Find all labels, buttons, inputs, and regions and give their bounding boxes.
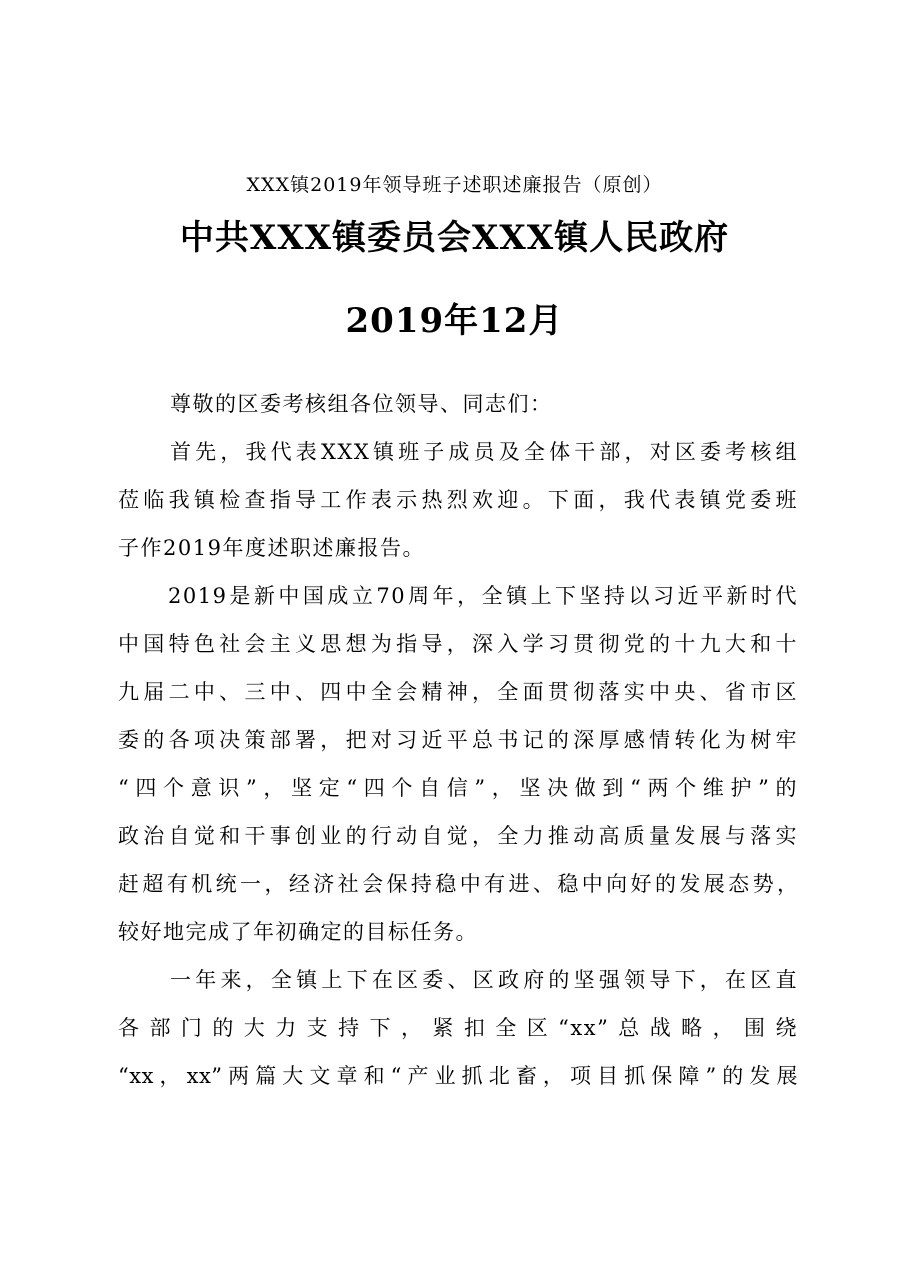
paragraph-overview (118, 572, 798, 956)
paragraph-line: 一年来，全镇上下在区委、区政府的坚强领导下，在区直 (170, 968, 798, 992)
paragraph-line: 首先，我代表XXX镇班子成员及全体干部，对区委考核组 (170, 440, 798, 464)
paragraph-line: 2019是新中国成立70周年，全镇上下坚持以习近平新时代 (168, 584, 798, 608)
paragraph-line: 较好地完成了年初确定的目标任务。 (118, 920, 478, 944)
report-body (118, 380, 798, 1100)
paragraph-line: 赶超有机统一，经济社会保持稳中有进、稳中向好的发展态势， (118, 872, 798, 896)
organization-title: 中共XXX镇委员会XXX镇人民政府 (179, 218, 730, 258)
paragraph-line: 中国特色社会主义思想为指导，深入学习贯彻党的十九大和十 (118, 632, 798, 656)
paragraph-line: 政治自觉和干事创业的行动自觉，全力推动高质量发展与落实 (118, 824, 798, 848)
paragraph-line: 莅临我镇检查指导工作表示热烈欢迎。下面，我代表镇党委班 (118, 488, 798, 512)
paragraph-line: “xx，xx”两篇大文章和“产业抓北畜，项目抓保障”的发展 (118, 1064, 798, 1088)
paragraph-line: “四个意识”，坚定“四个自信”，坚决做到“两个维护”的 (118, 776, 798, 800)
paragraph-year-review (118, 956, 798, 1100)
salutation-paragraph (118, 380, 798, 428)
paragraph-line: 子作2019年度述职述廉报告。 (118, 536, 425, 560)
paragraph-line: 各部门的大力支持下，紧扣全区“xx”总战略，围绕 (118, 1016, 798, 1040)
salutation-line: 尊敬的区委考核组各位领导、同志们： (170, 392, 553, 416)
paragraph-line: 九届二中、三中、四中全会精神，全面贯彻落实中央、省市区 (118, 680, 798, 704)
paragraph-line: 委的各项决策部署，把对习近平总书记的深厚感情转化为树牢 (118, 728, 798, 752)
document-title: XXX镇2019年领导班子述职述廉报告（原创） (246, 174, 663, 196)
paragraph-welcome (118, 428, 798, 572)
report-date: 2019年12月 (345, 301, 564, 341)
